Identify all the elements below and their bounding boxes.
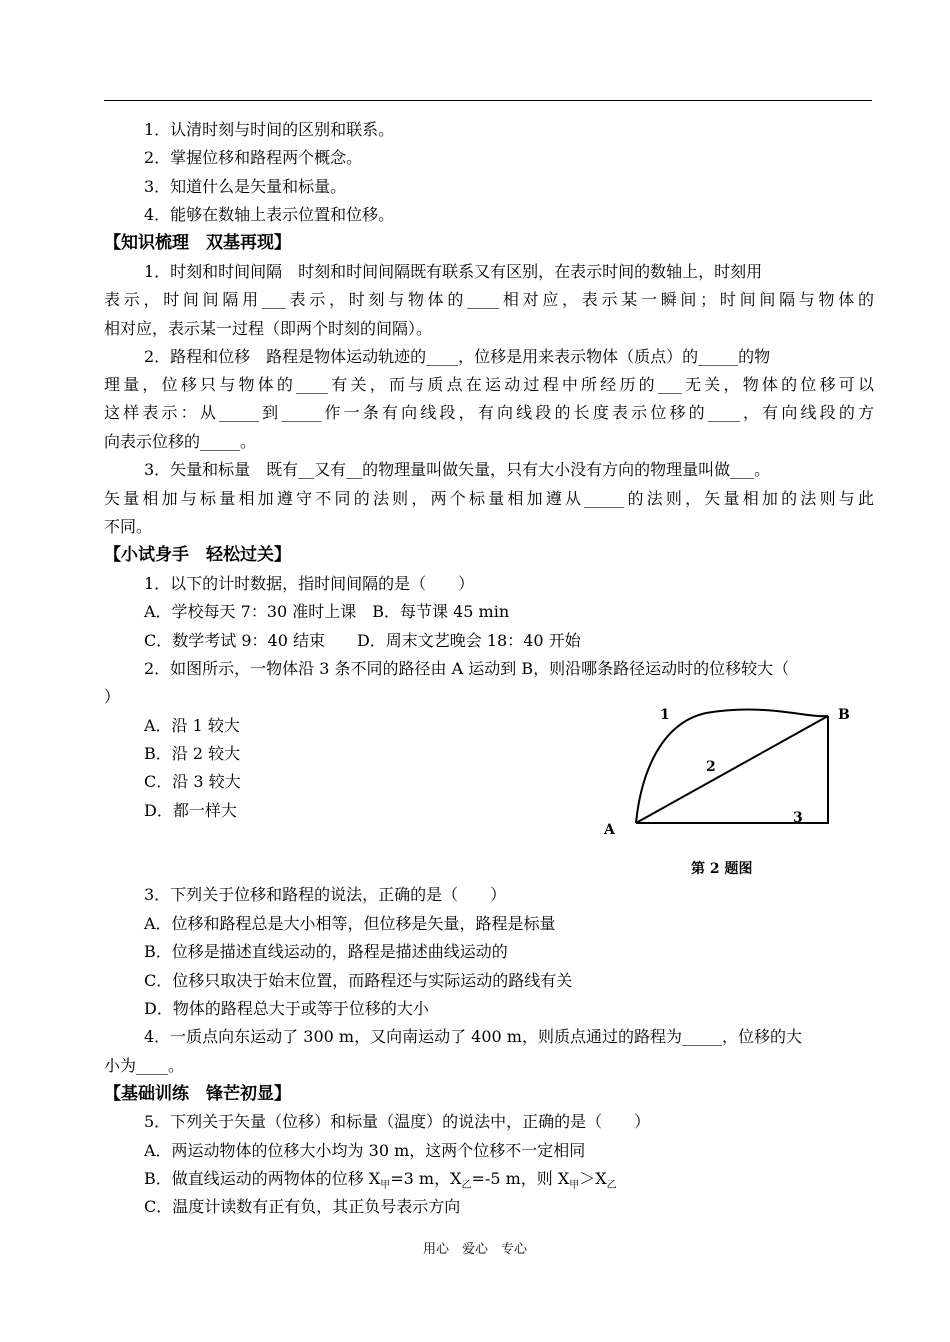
question-1-options-ab: A．学校每天 7：30 准时上课 B．每节课 45 min bbox=[144, 602, 510, 621]
question-5-option-b bbox=[144, 1168, 914, 1197]
paragraph-line: 向表示位移的_____。 bbox=[104, 432, 257, 451]
subscript: 甲 bbox=[569, 1180, 580, 1192]
option-b-text: =3 m，X bbox=[390, 1169, 462, 1188]
label-b: B bbox=[838, 707, 850, 723]
question-5: 5．下列关于矢量（位移）和标量（温度）的说法中，正确的是（ ） bbox=[144, 1112, 651, 1131]
paragraph-line: 矢量相加与标量相加遵守不同的法则，两个标量相加遵从_____的法则，矢量相加的法则与此 bbox=[104, 489, 874, 508]
subscript: 乙 bbox=[606, 1180, 617, 1192]
option-b-text: B．做直线运动的两物体的位移 X bbox=[144, 1169, 381, 1188]
section-heading-knowledge: 【知识梳理 双基再现】 bbox=[104, 233, 291, 253]
figure-caption: 第 2 题图 bbox=[691, 861, 753, 877]
header-rule bbox=[104, 100, 872, 101]
subscript: 乙 bbox=[461, 1180, 472, 1192]
paragraph-line: 理量，位移只与物体的____有关，而与质点在运动过程中所经历的___无关，物体的位移可以 bbox=[104, 375, 874, 394]
option-b-text: =-5 m，则 X bbox=[471, 1169, 570, 1188]
path-figure bbox=[596, 698, 876, 888]
question-2-option-b: B．沿 2 较大 bbox=[144, 744, 241, 763]
paragraph-line: 1．时刻和时间间隔 时刻和时间间隔既有联系又有区别，在表示时间的数轴上，时刻用 bbox=[144, 262, 763, 281]
section-heading-basic-training: 【基础训练 锋芒初显】 bbox=[104, 1084, 291, 1104]
figure-background bbox=[596, 698, 876, 888]
question-2-option-c: C．沿 3 较大 bbox=[144, 772, 241, 791]
paragraph-line: 不同。 bbox=[104, 517, 153, 536]
option-b-text: ＞X bbox=[579, 1169, 607, 1188]
question-3-option-a: A．位移和路程总是大小相等，但位移是矢量，路程是标量 bbox=[144, 914, 556, 933]
paragraph-line: 相对应，表示某一过程（即两个时刻的间隔）。 bbox=[104, 319, 433, 338]
label-2: 2 bbox=[706, 759, 716, 775]
paragraph-line: 这样表示：从_____到_____作一条有向线段，有向线段的长度表示位移的____，有向线段的方 bbox=[104, 403, 874, 422]
question-1: 1．以下的计时数据，指时间间隔的是（ ） bbox=[144, 574, 475, 593]
question-5-option-a: A．两运动物体的位移大小均为 30 m，这两个位移不一定相同 bbox=[144, 1141, 586, 1160]
page-footer: 用心 爱心 专心 bbox=[422, 1242, 527, 1257]
section-heading-quick-test: 【小试身手 轻松过关】 bbox=[104, 545, 291, 565]
label-3: 3 bbox=[793, 810, 803, 826]
label-1: 1 bbox=[660, 707, 670, 723]
question-3-option-d: D．物体的路程总大于或等于位移的大小 bbox=[144, 999, 429, 1018]
objective-4: 4．能够在数轴上表示位置和位移。 bbox=[144, 205, 395, 224]
question-3-option-c: C．位移只取决于始末位置，而路程还与实际运动的路线有关 bbox=[144, 971, 573, 990]
subscript: 甲 bbox=[380, 1180, 391, 1192]
question-1-options-cd: C．数学考试 9：40 结束 D．周末文艺晚会 18：40 开始 bbox=[144, 631, 581, 650]
paragraph-line: 表示，时间间隔用___表示，时刻与物体的____相对应，表示某一瞬间；时间间隔与物体的 bbox=[104, 290, 874, 309]
paragraph-line: 2．路程和位移 路程是物体运动轨迹的____，位移是用来表示物体（质点）的_____的物 bbox=[144, 347, 771, 366]
objective-3: 3．知道什么是矢量和标量。 bbox=[144, 177, 347, 196]
question-2-paren: ） bbox=[104, 687, 121, 706]
paragraph-line: 3．矢量和标量 既有__又有__的物理量叫做矢量，只有大小没有方向的物理量叫做___。 bbox=[144, 460, 771, 479]
question-2: 2．如图所示，一物体沿 3 条不同的路径由 A 运动到 B，则沿哪条路径运动时的位移较大（ bbox=[144, 659, 790, 678]
question-2-option-a: A．沿 1 较大 bbox=[144, 716, 240, 735]
question-3: 3．下列关于位移和路程的说法，正确的是（ ） bbox=[144, 885, 507, 904]
label-a: A bbox=[604, 822, 615, 838]
question-5-option-c: C．温度计读数有正有负，其正负号表示方向 bbox=[144, 1197, 461, 1216]
question-3-option-b: B．位移是描述直线运动的，路程是描述曲线运动的 bbox=[144, 942, 508, 961]
objective-1: 1．认清时刻与时间的区别和联系。 bbox=[144, 120, 395, 139]
objective-2: 2．掌握位移和路程两个概念。 bbox=[144, 148, 363, 167]
question-4-cont: 小为____。 bbox=[104, 1056, 185, 1075]
question-4: 4．一质点向东运动了 300 m，又向南运动了 400 m，则质点通过的路程为_____，位移的大 bbox=[144, 1027, 802, 1046]
question-2-option-d: D．都一样大 bbox=[144, 801, 237, 820]
